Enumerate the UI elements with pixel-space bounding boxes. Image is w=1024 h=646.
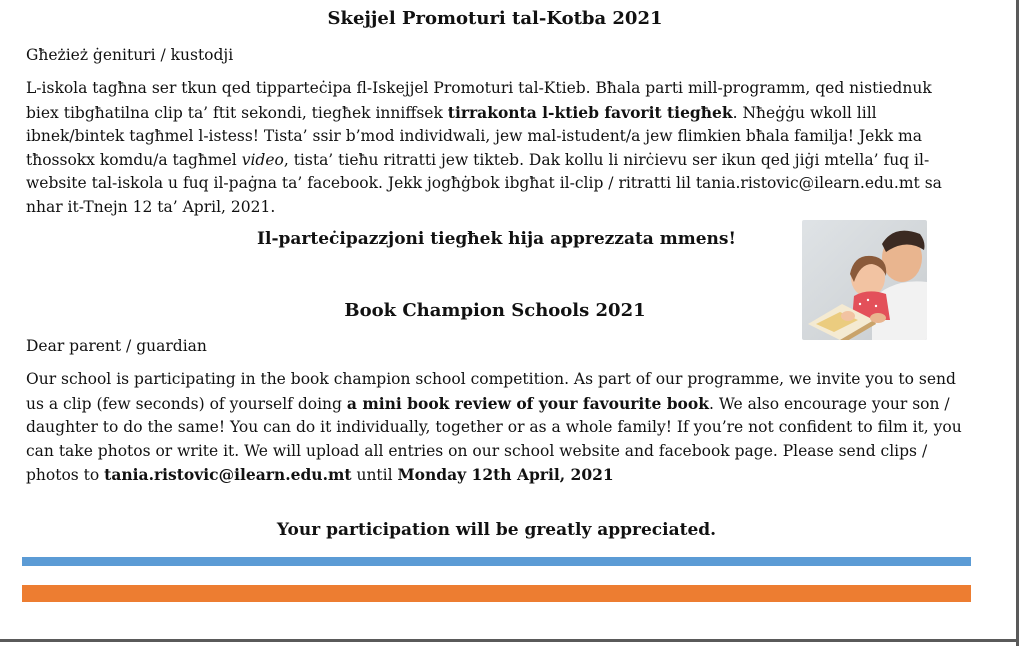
- maltese-body-text-3: , tista’ tieħu ritratti jew tikteb. Dak kollu li nirċievu ser ikun qed jiġi mtella’ fuq il-website tal-iskola u fuq il-paġna ta’ facebook. Jekk jogħġbok ibgħat il-clip / ritratti lil tania.ristovic@ilearn.edu.mt sa nhar it-Tnejn 12 ta’ April, 2021.: [26, 150, 942, 216]
- maltese-salutation: Għeżież ġenituri / kustodji: [26, 46, 234, 64]
- page-edge-right: [1016, 0, 1019, 646]
- english-title: Book Champion Schools 2021: [344, 300, 646, 321]
- reading-photo-illustration: [802, 220, 927, 340]
- english-body-text-1: Our school is participating in the book champion school competition. As part of our programme, we invite you to send us a clip (few seconds) of yourself doing: [26, 370, 956, 413]
- english-email: tania.ristovic@ilearn.edu.mt: [104, 465, 352, 484]
- maltese-body: [26, 77, 961, 219]
- orange-divider-bar: [22, 585, 971, 602]
- english-body-bold-1: a mini book review of your favourite book: [346, 393, 709, 413]
- page-edge-bottom: [0, 639, 1019, 642]
- english-body-text-3: until: [351, 466, 398, 484]
- maltese-body-bold-1: tirrakonta l-ktieb favorit tiegħek: [447, 102, 733, 122]
- english-salutation: Dear parent / guardian: [26, 337, 207, 355]
- english-closing: Your participation will be greatly appreciated.: [276, 520, 717, 540]
- english-body-text-2: . We also encourage your son / daughter to do the same! You can do it individually, together or as a whole family! If you’re not confident to film it, you can take photos or write it. We will upload all entries on our school website and facebook page. Please send clips / photos to: [26, 394, 962, 484]
- maltese-closing: Il-parteċipazzjoni tiegħek hija apprezzata mmens!: [257, 229, 736, 249]
- maltese-body-text-2: . Nħeġġu wkoll lill ibnek/bintek tagħmel l-istess! Tista’ ssir b’mod individwali, jew mal-istudent/a jew flimkien bħala familja! Jekk ma tħossokx komdu/a tagħmel: [26, 103, 922, 169]
- maltese-body-italic-1: video: [241, 150, 284, 169]
- maltese-title: Skejjel Promoturi tal-Kotba 2021: [327, 8, 663, 29]
- english-deadline: Monday 12th April, 2021: [397, 465, 614, 484]
- maltese-body-text-1: L-iskola tagħna ser tkun qed tipparteċipa fl-Iskejjel Promoturi tal-Ktieb. Bħala parti mill-programm, qed nistiednuk biex tibgħatilna clip ta’ ftit sekondi, tiegħek inniffsek: [26, 79, 932, 122]
- father-daughter-reading-photo: [802, 220, 927, 340]
- blue-divider-bar: [22, 557, 971, 566]
- english-body: [26, 368, 971, 488]
